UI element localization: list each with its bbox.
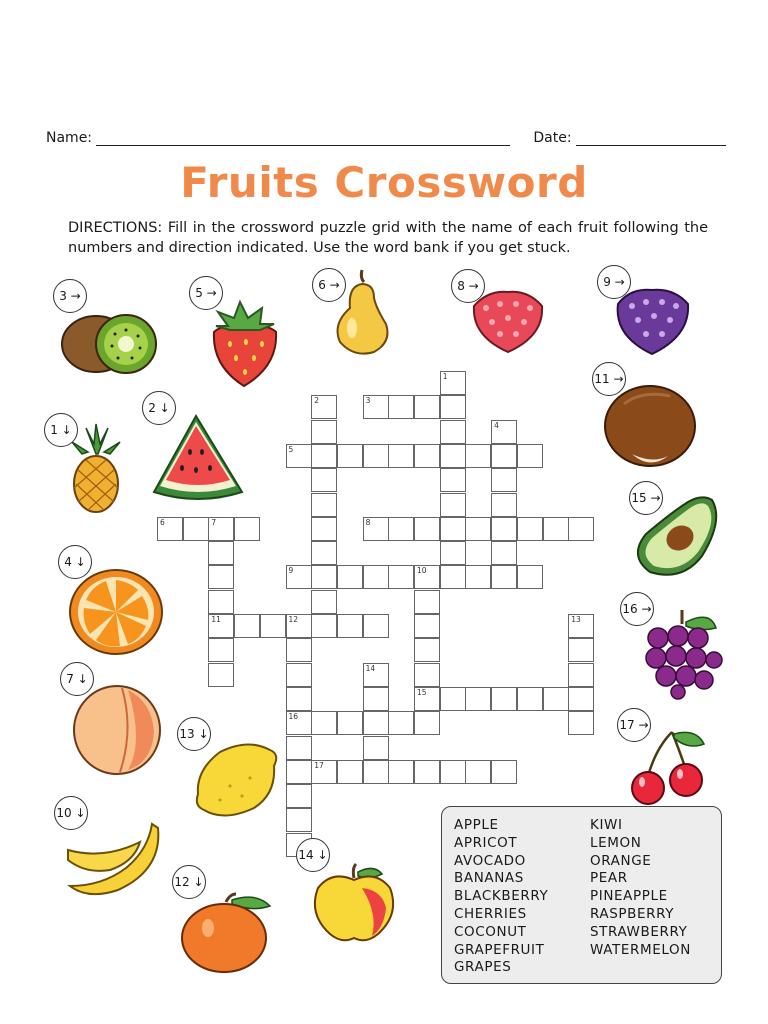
- word-bank: [441, 806, 722, 984]
- apple-illustration: [312, 864, 396, 944]
- grid-cell[interactable]: [440, 420, 466, 444]
- grid-cell[interactable]: [414, 687, 440, 711]
- word-bank-item: RASPBERRY: [590, 905, 675, 922]
- grid-cell[interactable]: [286, 808, 312, 832]
- grid-cell[interactable]: [208, 614, 234, 638]
- grapefruit-illustration: [180, 892, 276, 974]
- grid-cell[interactable]: [388, 565, 414, 589]
- grid-cell-number: 1: [442, 372, 448, 381]
- strawberry-illustration: [208, 300, 282, 388]
- grid-cell[interactable]: [363, 614, 389, 638]
- grid-cell[interactable]: [311, 444, 337, 468]
- pineapple-illustration: [68, 424, 124, 514]
- grid-cell[interactable]: [286, 663, 312, 687]
- grid-cell[interactable]: [568, 614, 594, 638]
- grid-cell[interactable]: [337, 614, 363, 638]
- grid-cell[interactable]: [440, 468, 466, 492]
- word-bank-left-column: [454, 817, 548, 977]
- grid-cell[interactable]: [517, 444, 543, 468]
- grid-cell[interactable]: [337, 444, 363, 468]
- grid-cell-number: 13: [571, 615, 581, 624]
- grid-cell[interactable]: [388, 711, 414, 735]
- grid-cell[interactable]: [440, 444, 466, 468]
- grid-cell[interactable]: [311, 614, 337, 638]
- directions-text: DIRECTIONS: Fill in the crossword puzzle grid with the name of each fruit following the numbers and direction indicated. Use the word bank if you get stuck.: [68, 220, 708, 256]
- blackberry-illustration: [612, 282, 694, 356]
- grid-cell[interactable]: [491, 760, 517, 784]
- word-bank-item: LEMON: [590, 834, 642, 851]
- raspberry-illustration: [468, 286, 548, 356]
- grid-cell[interactable]: [440, 687, 466, 711]
- name-field[interactable]: [96, 145, 510, 146]
- grid-cell[interactable]: [363, 663, 389, 687]
- word-bank-item: AVOCADO: [454, 852, 526, 869]
- name-date-line: [46, 130, 726, 146]
- grid-cell[interactable]: [414, 590, 440, 614]
- grid-cell-number: 8: [365, 517, 371, 527]
- grid-cell[interactable]: [517, 687, 543, 711]
- grid-cell[interactable]: [543, 687, 569, 711]
- grid-cell-number: 12: [288, 615, 299, 624]
- grid-cell[interactable]: [311, 711, 337, 735]
- grid-cell-number: 14: [365, 663, 376, 673]
- grid-cell[interactable]: [465, 517, 491, 541]
- grid-cell[interactable]: [414, 638, 440, 662]
- grid-cell[interactable]: [517, 517, 543, 541]
- grid-cell[interactable]: [388, 517, 414, 541]
- grid-cell-number: 3: [365, 396, 371, 406]
- grid-cell[interactable]: [286, 638, 312, 662]
- grid-cell[interactable]: [568, 638, 594, 662]
- grid-cell[interactable]: [286, 784, 312, 808]
- grid-cell[interactable]: [414, 614, 440, 638]
- grid-cell[interactable]: [363, 444, 389, 468]
- clue-bubble-6-across: 6 →: [312, 268, 346, 302]
- grid-cell[interactable]: [517, 565, 543, 589]
- word-bank-item: KIWI: [590, 817, 623, 833]
- orange-illustration: [68, 568, 164, 656]
- grid-cell[interactable]: [208, 663, 234, 687]
- grid-cell[interactable]: [465, 687, 491, 711]
- grid-cell[interactable]: [286, 614, 312, 638]
- grid-cell[interactable]: [311, 590, 337, 614]
- page-title: Fruits Crossword: [180, 158, 588, 207]
- word-bank-item: WATERMELON: [590, 941, 691, 958]
- clue-bubble-16-across: 16 →: [620, 592, 654, 626]
- grid-cell[interactable]: [491, 493, 517, 517]
- grid-cell[interactable]: [311, 541, 337, 565]
- grid-cell[interactable]: [337, 565, 363, 589]
- word-bank-item: GRAPES: [454, 959, 512, 976]
- grid-cell[interactable]: [286, 736, 312, 760]
- grid-cell[interactable]: [414, 565, 440, 589]
- grid-cell[interactable]: [286, 687, 312, 711]
- grid-cell[interactable]: [363, 711, 389, 735]
- grid-cell[interactable]: [465, 760, 491, 784]
- grid-cell[interactable]: [208, 638, 234, 662]
- grid-cell[interactable]: [440, 541, 466, 565]
- grid-cell[interactable]: [363, 395, 389, 419]
- grid-cell[interactable]: [491, 468, 517, 492]
- word-bank-item: PINEAPPLE: [590, 888, 668, 905]
- clue-bubble-13-down: 13 ↓: [177, 717, 211, 751]
- date-field[interactable]: [576, 145, 726, 146]
- grid-cell[interactable]: [234, 517, 260, 541]
- grid-cell-number: 9: [288, 566, 294, 576]
- clue-bubble-10-down: 10 ↓: [54, 796, 88, 830]
- grid-cell[interactable]: [388, 760, 414, 784]
- grid-cell[interactable]: [337, 760, 363, 784]
- clue-bubble-9-across: 9 →: [597, 265, 631, 299]
- grid-cell[interactable]: [286, 565, 312, 589]
- grid-cell[interactable]: [465, 444, 491, 468]
- grid-cell[interactable]: [440, 517, 466, 541]
- grid-cell[interactable]: [465, 565, 491, 589]
- grid-cell[interactable]: [208, 565, 234, 589]
- grid-cell-number: 17: [314, 760, 324, 770]
- grid-cell-number: 10: [417, 566, 427, 576]
- grid-cell-number: 15: [417, 687, 427, 697]
- grid-cell[interactable]: [388, 395, 414, 419]
- word-bank-right-column: [590, 817, 691, 959]
- grid-cell[interactable]: [491, 541, 517, 565]
- grid-cell[interactable]: [440, 493, 466, 517]
- grid-cell[interactable]: [440, 760, 466, 784]
- grapes-illustration: [642, 608, 724, 698]
- grid-cell[interactable]: [183, 517, 209, 541]
- grid-cell[interactable]: [568, 711, 594, 735]
- word-bank-item: GRAPEFRUIT: [454, 941, 545, 958]
- clue-bubble-5-across: 5 →: [189, 276, 223, 310]
- bananas-illustration: [64, 820, 162, 902]
- grid-cell[interactable]: [363, 736, 389, 760]
- word-bank-item: APRICOT: [454, 834, 518, 851]
- word-bank-item: PEAR: [590, 870, 628, 887]
- grid-cell-number: 16: [288, 712, 299, 722]
- grid-cell[interactable]: [414, 663, 440, 687]
- apricot-illustration: [72, 682, 162, 776]
- grid-cell[interactable]: [363, 760, 389, 784]
- grid-cell[interactable]: [388, 444, 414, 468]
- grid-cell[interactable]: [286, 760, 312, 784]
- word-bank-item: BANANAS: [454, 870, 524, 887]
- grid-cell[interactable]: [311, 760, 337, 784]
- clue-bubble-17-across: 17 →: [617, 708, 651, 742]
- grid-cell[interactable]: [311, 420, 337, 444]
- name-label: Name:: [46, 130, 93, 146]
- date-label: Date:: [533, 130, 572, 146]
- clue-bubble-4-down: 4 ↓: [58, 545, 92, 579]
- clue-bubble-15-across: 15 →: [629, 481, 663, 515]
- cherries-illustration: [626, 728, 708, 806]
- grid-cell-number: 5: [288, 444, 294, 454]
- grid-cell[interactable]: [337, 711, 363, 735]
- word-bank-item: ORANGE: [590, 852, 652, 869]
- grid-cell[interactable]: [491, 687, 517, 711]
- clue-bubble-3-across: 3 →: [53, 279, 87, 313]
- clue-bubble-2-down: 2 ↓: [142, 391, 176, 425]
- grid-cell[interactable]: [208, 590, 234, 614]
- grid-cell-number: 2: [314, 396, 319, 406]
- grid-cell-number: 4: [494, 420, 499, 430]
- clue-bubble-7-down: 7 ↓: [60, 662, 94, 696]
- grid-cell[interactable]: [414, 444, 440, 468]
- grid-cell[interactable]: [414, 517, 440, 541]
- grid-cell[interactable]: [491, 517, 517, 541]
- grid-cell[interactable]: [414, 711, 440, 735]
- grid-cell[interactable]: [414, 395, 440, 419]
- grid-cell[interactable]: [311, 468, 337, 492]
- grid-cell[interactable]: [286, 444, 312, 468]
- pear-illustration: [330, 268, 394, 358]
- grid-cell[interactable]: [363, 517, 389, 541]
- grid-cell[interactable]: [311, 493, 337, 517]
- coconut-illustration: [602, 384, 698, 470]
- clue-bubble-8-across: 8 →: [451, 269, 485, 303]
- grid-cell[interactable]: [234, 614, 260, 638]
- grid-cell[interactable]: [286, 711, 312, 735]
- clue-bubble-1-down: 1 ↓: [44, 413, 78, 447]
- clue-bubble-11-across: 11 →: [592, 362, 626, 396]
- avocado-illustration: [632, 492, 720, 580]
- watermelon-illustration: [150, 412, 246, 502]
- grid-cell[interactable]: [568, 663, 594, 687]
- clue-bubble-12-down: 12 ↓: [172, 865, 206, 899]
- grid-cell[interactable]: [208, 517, 234, 541]
- clue-bubble-14-down: 14 ↓: [296, 838, 330, 872]
- grid-cell[interactable]: [363, 687, 389, 711]
- grid-cell[interactable]: [414, 760, 440, 784]
- word-bank-item: APPLE: [454, 817, 499, 833]
- grid-cell-number: 7: [211, 517, 217, 527]
- lemon-illustration: [190, 742, 282, 820]
- grid-cell[interactable]: [568, 687, 594, 711]
- grid-cell[interactable]: [208, 541, 234, 565]
- word-bank-item: BLACKBERRY: [454, 888, 549, 905]
- grid-cell[interactable]: [491, 444, 517, 468]
- grid-cell[interactable]: [491, 420, 517, 444]
- grid-cell[interactable]: [440, 371, 466, 395]
- grid-cell[interactable]: [440, 565, 466, 589]
- grid-cell[interactable]: [311, 517, 337, 541]
- word-bank-item: STRAWBERRY: [590, 923, 688, 940]
- grid-cell[interactable]: [311, 565, 337, 589]
- word-bank-item: COCONUT: [454, 923, 527, 940]
- grid-cell[interactable]: [491, 565, 517, 589]
- grid-cell-number: 6: [160, 517, 165, 527]
- grid-cell[interactable]: [543, 517, 569, 541]
- grid-cell[interactable]: [568, 517, 594, 541]
- grid-cell[interactable]: [157, 517, 183, 541]
- grid-cell[interactable]: [440, 395, 466, 419]
- kiwi-illustration: [60, 312, 160, 376]
- grid-cell-number: 11: [211, 615, 221, 624]
- grid-cell[interactable]: [260, 614, 286, 638]
- word-bank-item: CHERRIES: [454, 905, 527, 922]
- grid-cell[interactable]: [311, 395, 337, 419]
- grid-cell[interactable]: [363, 565, 389, 589]
